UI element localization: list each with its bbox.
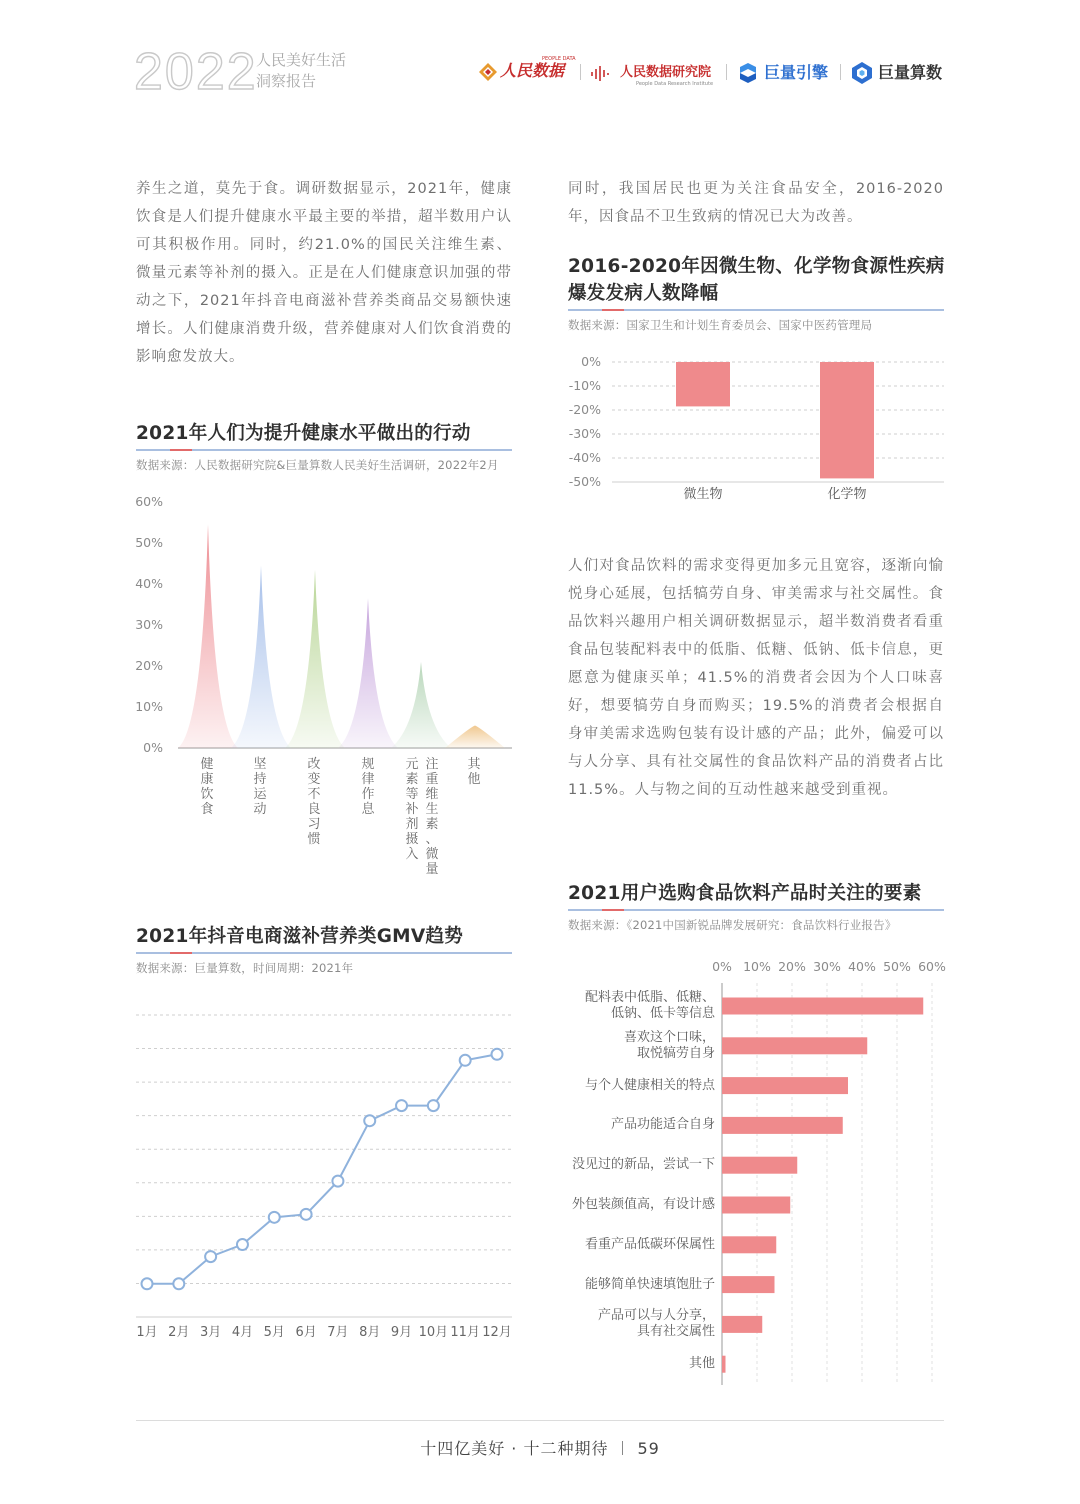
chart2-title-accent xyxy=(170,952,192,954)
y-tick-label: -10% xyxy=(568,378,601,393)
chart2-title: 2021年抖音电商滋补营养类GMV趋势 xyxy=(136,926,464,947)
x-tick-label: 5月 xyxy=(263,1325,285,1340)
x-tick-label: 化学物 xyxy=(827,487,867,502)
bar xyxy=(722,1077,848,1094)
category-label: 产品可以与人分享， 具有社交属性 xyxy=(597,1308,715,1340)
data-point xyxy=(173,1278,184,1289)
x-tick-label: 12月 xyxy=(482,1325,512,1340)
report-year: 2022 xyxy=(134,43,258,101)
bar xyxy=(722,1356,726,1373)
category-label: 规 律 作 息 xyxy=(361,757,375,817)
x-tick-label: 60% xyxy=(918,959,946,974)
category-label: 能够简单快速填饱肚子 xyxy=(584,1276,715,1292)
y-tick-label: 40% xyxy=(135,576,163,591)
category-label: 与个人健康相关的特点 xyxy=(584,1077,715,1093)
x-tick-label: 10月 xyxy=(418,1325,449,1340)
category-label: 喜欢这个口味， 取悦犒劳自身 xyxy=(623,1029,715,1061)
ocean-engine-logo-text: 巨量引擎 xyxy=(764,63,829,82)
y-tick-label: -50% xyxy=(568,474,601,489)
category-label: 产品功能适合自身 xyxy=(610,1117,715,1133)
logo-divider xyxy=(580,64,581,80)
x-tick-label: 10% xyxy=(743,959,771,974)
report-subtitle: 人民美好生活 洞察报告 xyxy=(256,51,347,90)
logo-divider xyxy=(726,64,727,80)
chart2-title-rule xyxy=(136,952,512,954)
category-label: 注 重 维 生 素 、 微 量 xyxy=(425,757,439,877)
category-label: 其他 xyxy=(688,1356,715,1372)
intro-paragraph: 养生之道，莫先于食。调研数据显示，2021年，健康饮食是人们提升健康水平最主要的举措，超半数用户认可其积极作用。同时，约21.0%的国民关注维生素、微量元素等补剂的摄入。正是在人们健康意识加强的带动之下，2021年抖音电商滋补营养类商品交易额快速增长。人们健康消费升级，营养健康对人们饮食消费的影响愈发放大。 xyxy=(136,181,512,365)
x-tick-label: 8月 xyxy=(359,1325,381,1340)
chart3-source: 数据来源：国家卫生和计划生育委员会、国家中医药管理局 xyxy=(568,318,873,332)
people-data-logo-icon xyxy=(478,62,498,82)
data-point xyxy=(396,1100,407,1111)
bar xyxy=(722,1276,775,1293)
x-tick-label: 7月 xyxy=(327,1325,349,1340)
ocean-engine-logo-icon xyxy=(736,61,760,85)
ocean-calc-logo-icon xyxy=(850,61,874,85)
data-point xyxy=(205,1251,216,1262)
bar xyxy=(722,1037,867,1054)
bar xyxy=(722,998,923,1015)
data-point xyxy=(269,1212,280,1223)
food-disease-decline-chart xyxy=(560,350,950,510)
category-label: 没见过的新品，尝试一下 xyxy=(571,1157,715,1173)
health-actions-chart xyxy=(130,490,520,760)
chart4-title-accent xyxy=(602,909,624,911)
logo-divider xyxy=(840,64,841,80)
chart3-title: 2016-2020年因微生物、化学物食源性疾病 爆发发病人数降幅 xyxy=(568,256,945,304)
chart4-title-rule xyxy=(568,909,944,911)
chart1-title: 2021年人们为提升健康水平做出的行动 xyxy=(136,423,471,444)
category-label: 元 素 等 补 剂 摄 入 xyxy=(405,757,419,862)
data-point xyxy=(428,1100,439,1111)
bar xyxy=(722,1236,776,1253)
chart1-title-accent xyxy=(170,449,192,451)
category-label: 外包装颜值高，有设计感 xyxy=(571,1197,715,1212)
y-tick-label: -30% xyxy=(568,426,601,441)
x-tick-label: 50% xyxy=(883,959,911,974)
research-institute-logo-en: People Data Research Institute xyxy=(636,81,714,87)
y-tick-label: -40% xyxy=(568,450,601,465)
food-demand-paragraph: 人们对食品饮料的需求变得更加多元且宽容，逐渐向愉悦身心延展，包括犒劳自身、审美需求与社交属性。食品饮料兴趣用户相关调研数据显示，超半数消费者看重食品包装配料表中的低脂、低糖、低钠、低卡信息，更愿意为健康买单；41.5%的消费者会因为个人口味喜好，想要犒劳自身而购买；19.5%的消费者会根据自身审美需求选购包装有设计感的产品；此外，偏爱可以与人分享、具有社交属性的食品饮料产品的消费者占比11.5%。人与物之间的互动性越来越受到重视。 xyxy=(568,558,944,798)
data-point xyxy=(332,1176,343,1187)
data-point xyxy=(142,1278,153,1289)
peak-mark xyxy=(231,566,291,748)
data-point xyxy=(237,1239,248,1250)
y-tick-label: 50% xyxy=(135,535,163,550)
partner-logos xyxy=(478,56,948,92)
y-tick-label: 0% xyxy=(581,354,601,369)
data-point xyxy=(460,1055,471,1066)
ocean-calc-logo-text: 巨量算数 xyxy=(878,63,943,82)
x-tick-label: 30% xyxy=(813,959,841,974)
x-tick-label: 20% xyxy=(778,959,806,974)
category-label: 配料表中低脂、低糖、 低钠、低卡等信息 xyxy=(584,990,715,1021)
peak-mark xyxy=(285,570,345,748)
chart4-source: 数据来源：《2021中国新锐品牌发展研究：食品饮料行业报告》 xyxy=(568,918,897,932)
bar xyxy=(676,362,730,406)
page-footer xyxy=(0,1436,1080,1459)
bar xyxy=(722,1197,790,1214)
peak-mark xyxy=(445,725,505,748)
y-tick-label: 30% xyxy=(135,617,163,632)
y-tick-label: 60% xyxy=(135,494,163,509)
footer-divider xyxy=(622,1441,623,1455)
chart3-title-rule xyxy=(568,309,944,311)
food-safety-paragraph: 同时，我国居民也更为关注食品安全，2016-2020年，因食品不卫生致病的情况已大为改善。 xyxy=(568,181,944,225)
category-label: 改 变 不 良 习 惯 xyxy=(307,757,321,847)
x-tick-label: 0% xyxy=(712,959,732,974)
category-label: 健 康 饮 食 xyxy=(200,757,214,817)
peak-mark xyxy=(391,662,451,748)
x-tick-label: 2月 xyxy=(168,1325,190,1340)
category-label: 其 他 xyxy=(467,757,481,787)
category-label: 看重产品低碳环保属性 xyxy=(584,1236,715,1252)
y-tick-label: 20% xyxy=(135,658,163,673)
chart1-title-rule xyxy=(136,449,512,451)
x-tick-label: 3月 xyxy=(199,1325,222,1340)
bar xyxy=(722,1157,797,1174)
data-point xyxy=(492,1049,503,1060)
x-tick-label: 6月 xyxy=(295,1325,317,1340)
research-institute-logo-icon xyxy=(590,64,616,82)
research-institute-logo-text: 人民数据研究院 xyxy=(620,65,712,80)
gmv-trend-chart xyxy=(130,995,520,1345)
category-label: 坚 持 运 动 xyxy=(253,757,267,817)
chart4-title: 2021用户选购食品饮料产品时关注的要素 xyxy=(568,883,922,904)
x-tick-label: 1月 xyxy=(136,1325,158,1340)
x-tick-label: 40% xyxy=(848,959,876,974)
people-data-logo-tag: PEOPLE DATA xyxy=(542,56,576,62)
y-tick-label: 10% xyxy=(135,699,163,714)
peak-mark xyxy=(178,525,238,748)
chart2-source: 数据来源：巨量算数，时间周期：2021年 xyxy=(136,961,354,975)
peak-mark xyxy=(338,598,398,748)
people-data-logo-text: 人民数据 xyxy=(500,61,565,80)
gmv-line xyxy=(147,1054,497,1284)
chart1-source: 数据来源：人民数据研究院&巨量算数人民美好生活调研，2022年2月 xyxy=(136,458,499,472)
chart3-title-accent xyxy=(602,309,624,311)
y-tick-label: 0% xyxy=(143,740,163,755)
page-number: 59 xyxy=(637,1439,660,1458)
footer-rule xyxy=(136,1420,944,1421)
y-tick-label: -20% xyxy=(568,402,601,417)
bar xyxy=(722,1117,843,1134)
data-point xyxy=(301,1209,312,1220)
footer-text: 十四亿美好 · 十二种期待 xyxy=(420,1439,609,1458)
bar xyxy=(722,1316,762,1333)
x-tick-label: 4月 xyxy=(231,1325,254,1340)
purchase-factors-chart xyxy=(712,955,946,1385)
bar xyxy=(820,362,874,478)
x-tick-label: 9月 xyxy=(390,1325,413,1340)
x-tick-label: 微生物 xyxy=(683,487,723,502)
x-tick-label: 11月 xyxy=(450,1325,480,1340)
data-point xyxy=(364,1115,375,1126)
